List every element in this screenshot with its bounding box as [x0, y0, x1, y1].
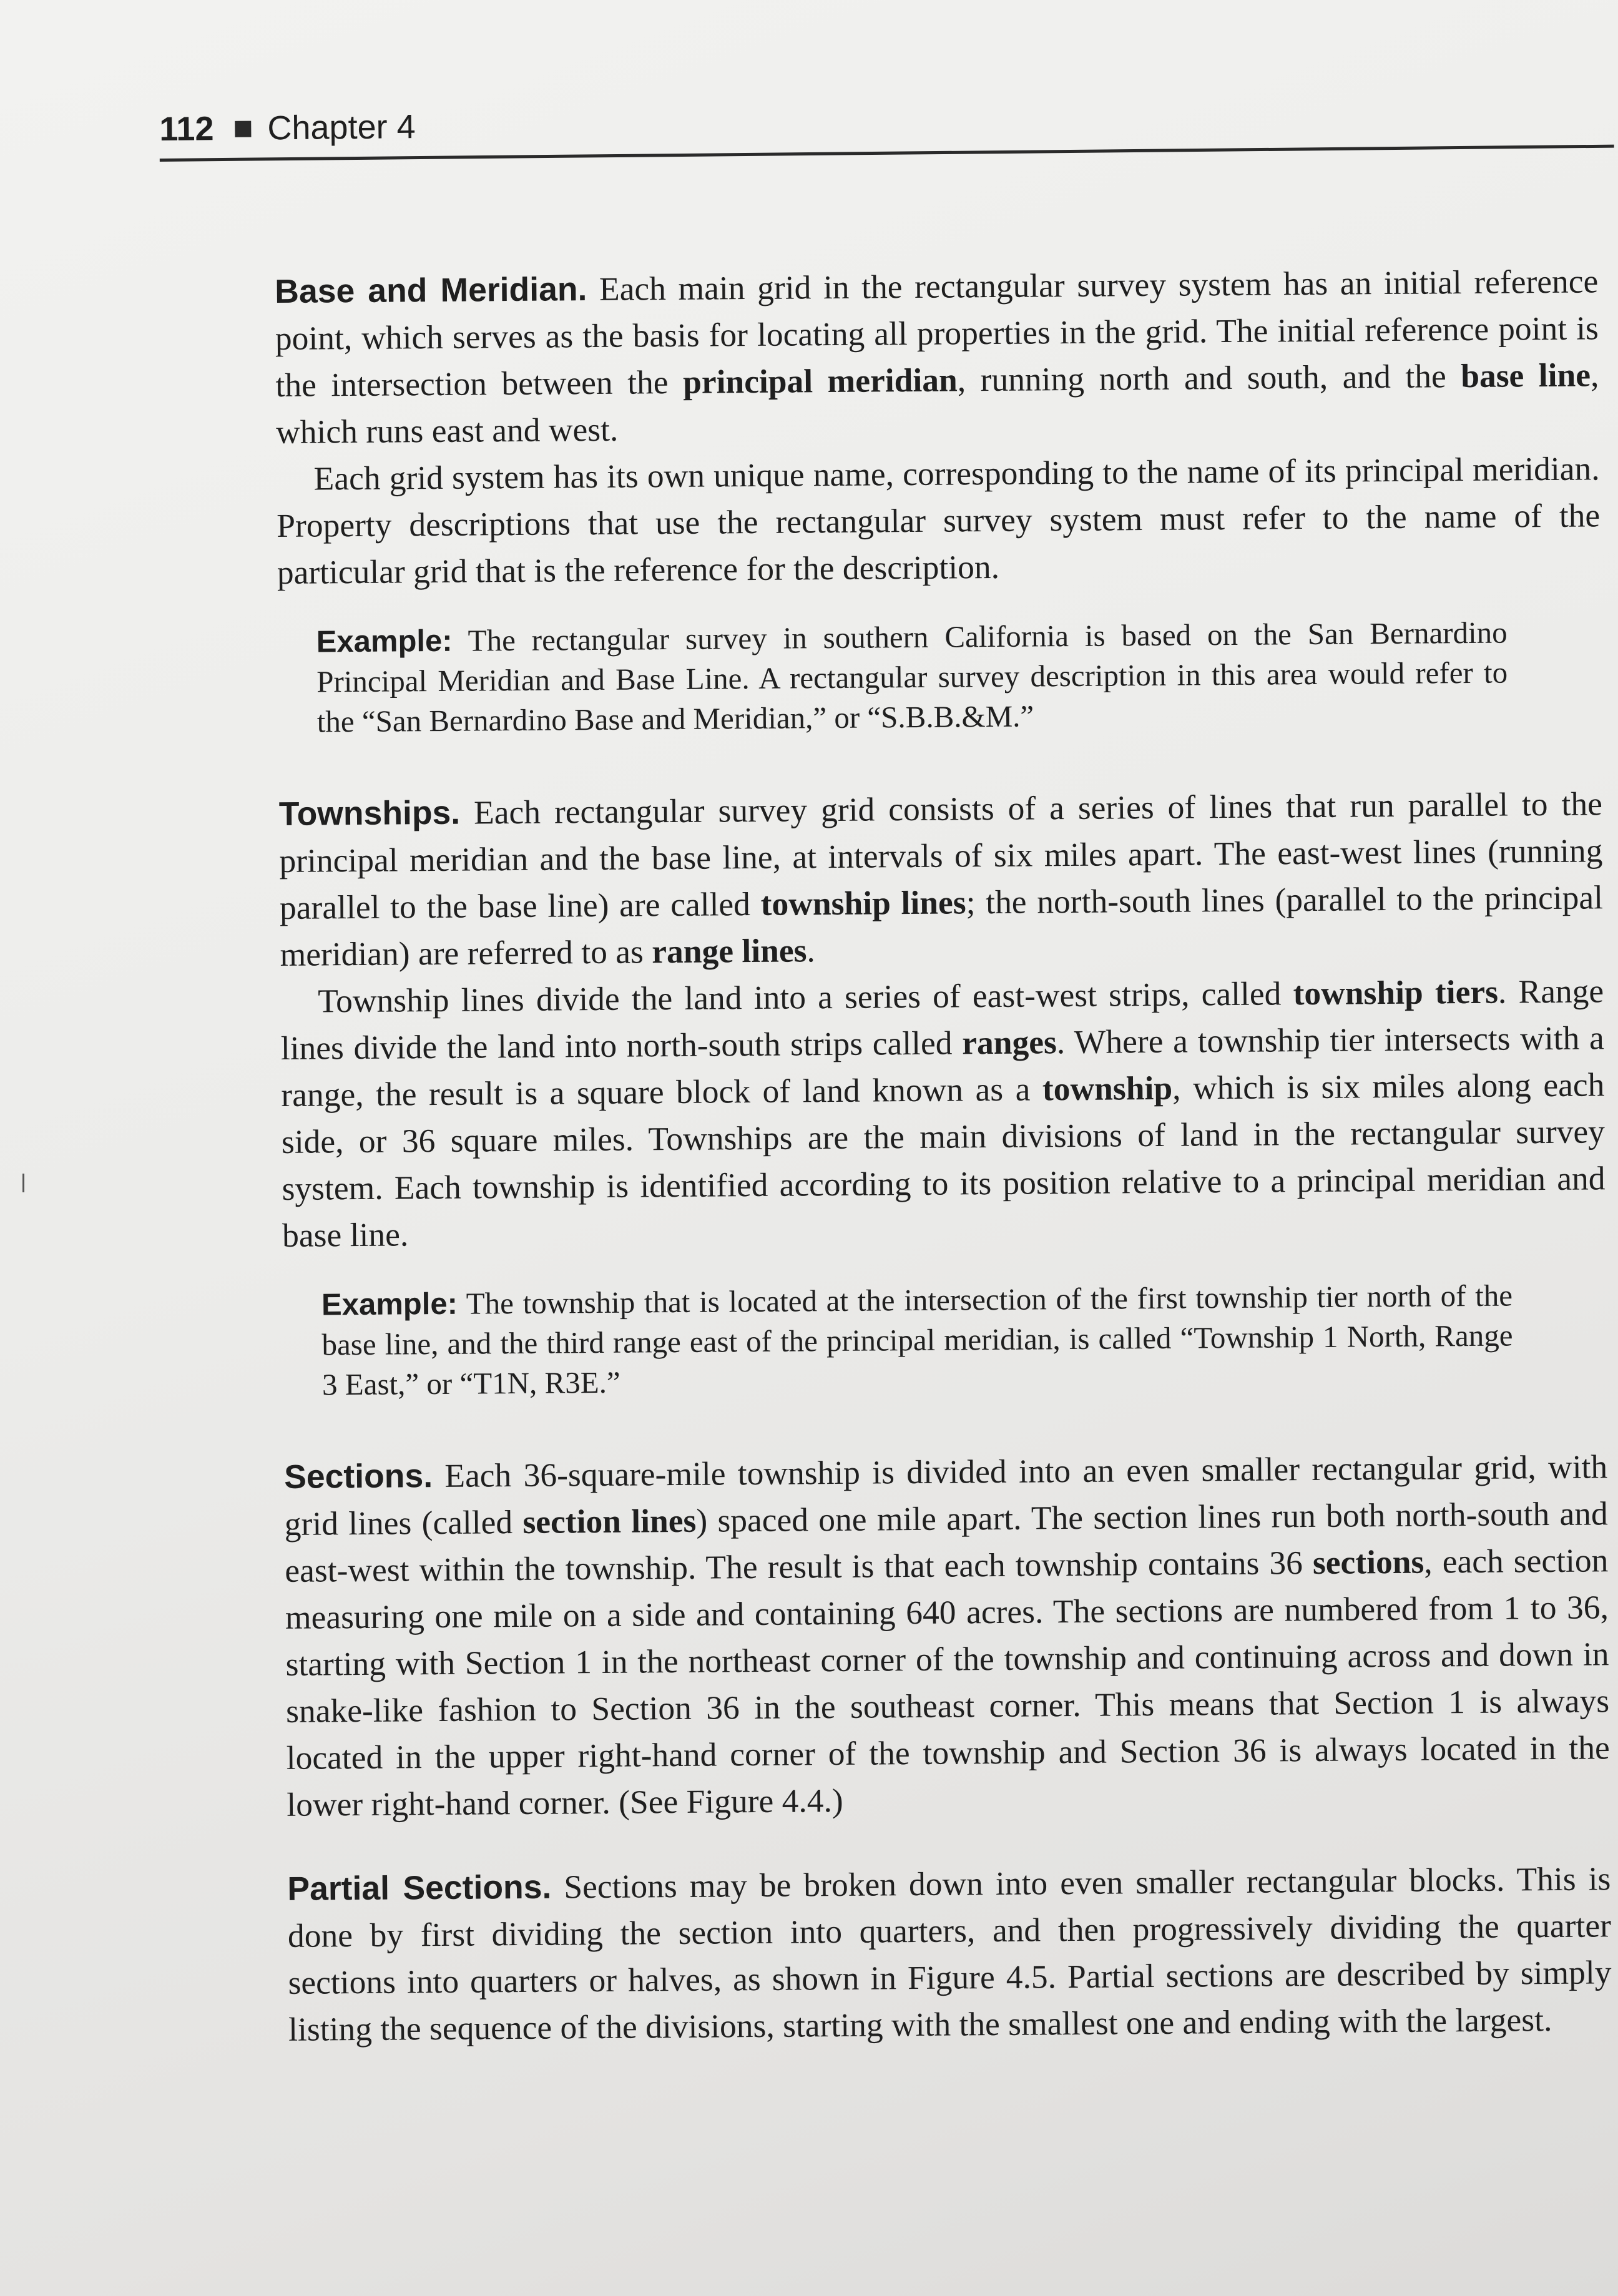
text-run: Each 36-square-mile township is divided into an even smaller rectangular grid, with grid lines (called	[284, 1448, 1608, 1543]
text-run: .	[807, 931, 815, 969]
page-number: 112	[159, 110, 214, 148]
example-label: Example:	[316, 624, 453, 659]
text-run: Each rectangular survey grid consists of a series of lines that run parallel to the principal meridian and the base line, at intervals of six miles apart. The east-west lines (running parallel to the base line) are called	[279, 785, 1603, 926]
running-header	[159, 94, 1614, 162]
text-run: , each section measuring one mile on a side and containing 640 acres. The sections are numbered from 1 to 36, starting with Section 1 in the northeast corner of the township and continuing across and down in snake-like fashion to Section 36 in the southeast corner. This means that Section 1 is always located in the upper right-hand corner of the township and Section 36 is always located in the lower right-hand corner. (See Figure 4.4.)	[285, 1541, 1610, 1823]
paragraph	[279, 780, 1604, 978]
example-label: Example:	[321, 1287, 458, 1322]
page-body	[275, 258, 1612, 2053]
text-run: . Where a township tier intersects with a range, the result is a square block of land known as a	[281, 1019, 1604, 1114]
text-run: , which runs east and west.	[275, 356, 1599, 451]
text-run: Sections may be broken down into even smaller rectangular blocks. This is done by first dividing the section into quarters, and then progressively dividing the quarter sections into quarters or halves, as shown in Figure 4.5. Partial sections are described by simply listing the sequence of the divisions, starting with the smallest one and ending with the largest.	[287, 1860, 1612, 2048]
example-text: The township that is located at the intersection of the first township tier north of the base line, and the third range east of the principal meridian, is called “Township 1 North, Range 3 East,” or “T1N, R3E.”	[321, 1278, 1513, 1402]
text-run: , which is six miles along each side, or 36 square miles. Townships are the main divisions of land in the rectangular survey system. Each township is identified according to its position relative to a principal meridian and base line.	[281, 1066, 1606, 1254]
key-term: principal meridian	[682, 361, 958, 401]
key-term: base line	[1460, 356, 1591, 395]
section-heading: Base and Meridian.	[275, 271, 587, 310]
example-text: The rectangular survey in southern California is based on the San Bernardino Principal Meridian and Base Line. A rectangular survey description in this area would refer to the “San Bernardino Base and Meridian,” or “S.B.B.&M.”	[316, 615, 1508, 739]
text-run: Each main grid in the rectangular survey system has an initial reference point, which serves as the basis for locating all properties in the grid. The initial reference point is the intersection between the	[275, 262, 1599, 404]
text-run: , running north and south, and the	[957, 357, 1461, 399]
key-term: ranges	[961, 1023, 1057, 1062]
key-term: township lines	[760, 883, 966, 923]
square-bullet-icon	[235, 120, 251, 137]
example-block	[316, 613, 1508, 742]
paragraph	[280, 968, 1606, 1259]
text-run: . Range lines divide the land into north-south strips called	[280, 972, 1604, 1067]
key-term: section lines	[522, 1501, 697, 1541]
example-block	[321, 1275, 1513, 1405]
text-run: Township lines divide the land into a series of east-west strips, called	[317, 974, 1293, 1020]
section-heading: Townships.	[278, 794, 461, 833]
key-term: township	[1042, 1069, 1173, 1108]
text-run: ; the north-south lines (parallel to the principal meridian) are referred to as	[280, 878, 1604, 973]
margin-mark	[22, 1174, 24, 1192]
key-term: township tiers	[1293, 973, 1499, 1013]
section-sections	[284, 1443, 1611, 1828]
paragraph: Each grid system has its own unique name, corresponding to the name of its principal meridian. Property descriptions that use the rectangular survey system must refer to the name of the particular grid that is the reference for the description.	[277, 449, 1601, 591]
key-term: sections	[1312, 1543, 1424, 1582]
section-heading: Partial Sections.	[287, 1868, 552, 1908]
paragraph	[284, 1443, 1611, 1828]
paragraph	[287, 1855, 1612, 2053]
section-partial-sections	[287, 1855, 1612, 2053]
section-heading: Sections.	[283, 1458, 433, 1496]
key-term: range lines	[651, 931, 807, 971]
section-townships	[279, 780, 1607, 1405]
paragraph	[275, 258, 1599, 456]
text-run: ) spaced one mile apart. The section lines run both north-south and east-west within the township. The result is that each township contains 36	[285, 1494, 1608, 1589]
section-base-and-meridian	[275, 258, 1602, 742]
chapter-label: Chapter 4	[267, 108, 416, 147]
